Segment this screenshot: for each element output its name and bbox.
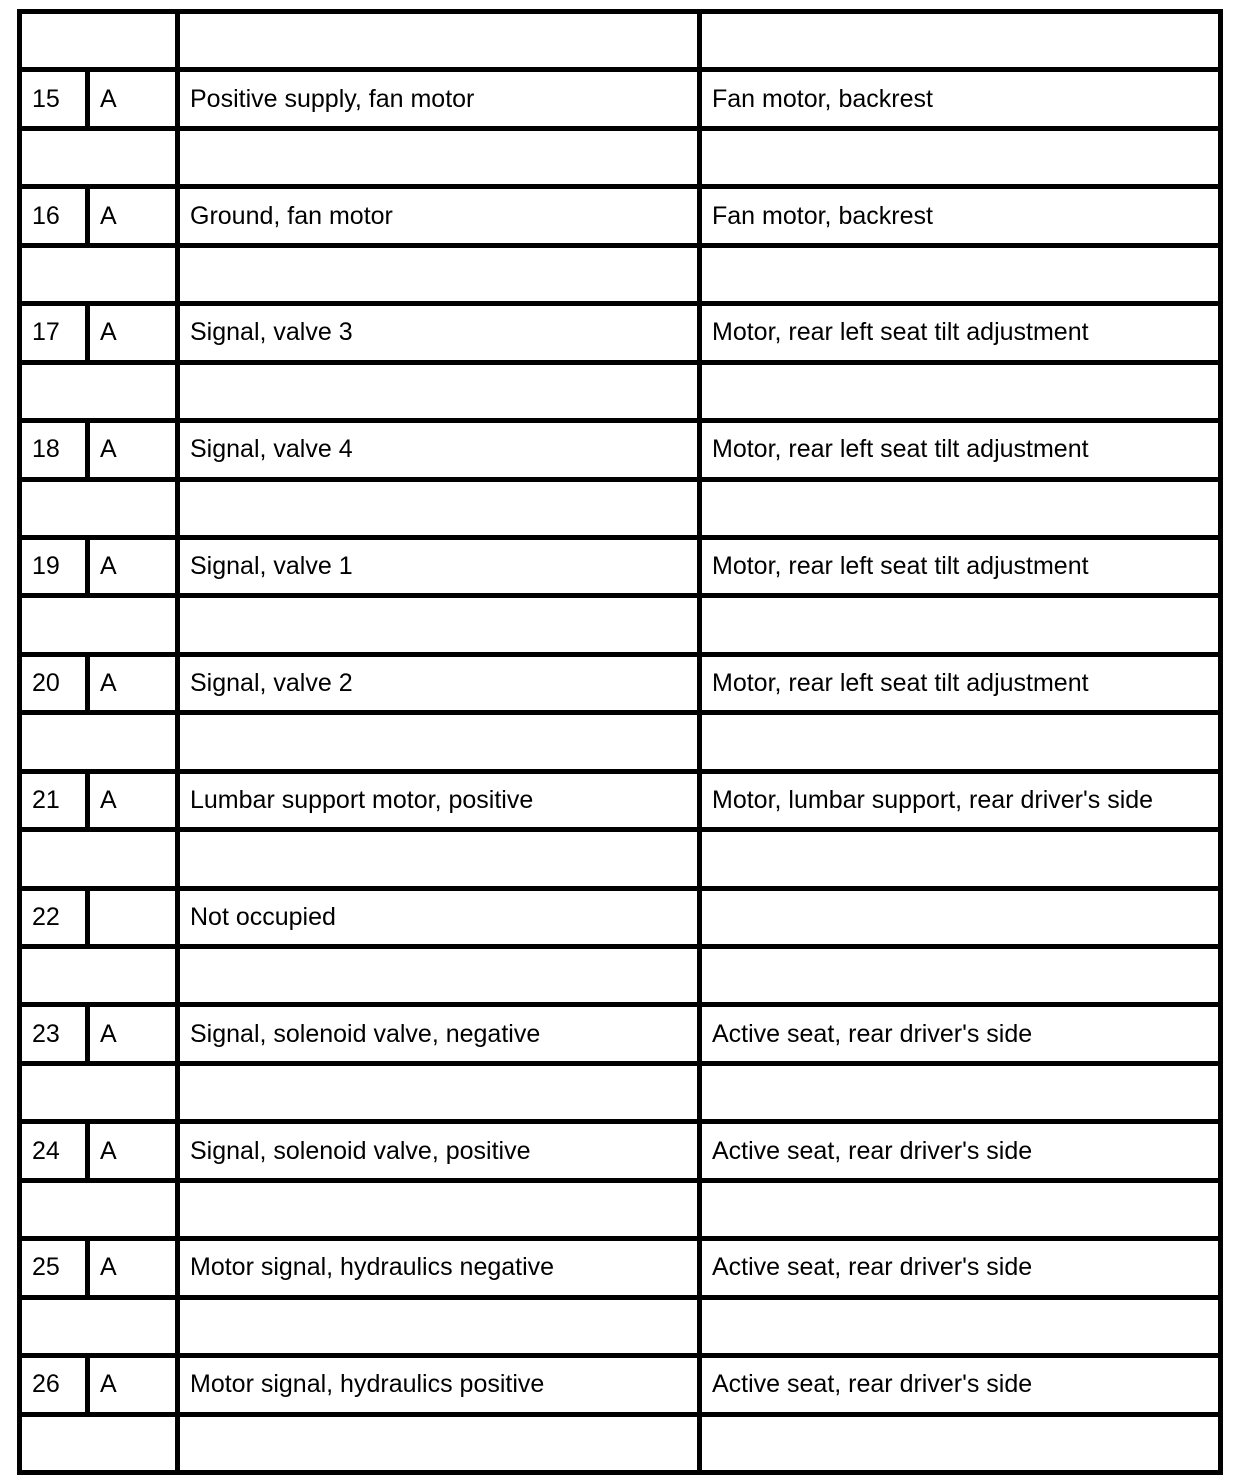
component-cell: Active seat, rear driver's side	[700, 1239, 1221, 1297]
spacer-cell	[20, 947, 178, 1005]
pin-number-cell: 22	[20, 888, 88, 946]
spacer-row	[20, 1180, 1221, 1238]
spacer-cell	[178, 1180, 700, 1238]
spacer-row	[20, 1063, 1221, 1121]
signal-description-cell: Not occupied	[178, 888, 700, 946]
wire-type-cell: A	[88, 421, 178, 479]
wire-type-cell: A	[88, 187, 178, 245]
pin-row	[20, 771, 1221, 829]
spacer-cell	[20, 1414, 178, 1473]
spacer-cell	[20, 1297, 178, 1355]
spacer-row	[20, 596, 1221, 654]
spacer-cell	[700, 479, 1221, 537]
spacer-cell	[700, 362, 1221, 420]
wire-type-cell: A	[88, 537, 178, 595]
signal-description-cell: Ground, fan motor	[178, 187, 700, 245]
spacer-cell	[178, 245, 700, 303]
spacer-cell	[178, 947, 700, 1005]
wire-type-cell	[88, 888, 178, 946]
signal-description-cell: Positive supply, fan motor	[178, 70, 700, 128]
spacer-row	[20, 1414, 1221, 1473]
spacer-row	[20, 12, 1221, 70]
pin-row	[20, 537, 1221, 595]
spacer-cell	[700, 1414, 1221, 1473]
signal-description-cell: Motor signal, hydraulics negative	[178, 1239, 700, 1297]
spacer-row	[20, 362, 1221, 420]
pin-number-cell: 21	[20, 771, 88, 829]
spacer-cell	[700, 596, 1221, 654]
wire-type-cell: A	[88, 1122, 178, 1180]
wire-type-cell: A	[88, 304, 178, 362]
pin-number-cell: 17	[20, 304, 88, 362]
component-cell: Motor, rear left seat tilt adjustment	[700, 654, 1221, 712]
spacer-cell	[20, 596, 178, 654]
pin-table-body	[20, 12, 1221, 1473]
signal-description-cell: Signal, valve 3	[178, 304, 700, 362]
spacer-cell	[178, 713, 700, 771]
spacer-cell	[700, 1297, 1221, 1355]
wire-type-cell: A	[88, 1239, 178, 1297]
spacer-cell	[700, 12, 1221, 70]
pin-row	[20, 1239, 1221, 1297]
wire-type-cell: A	[88, 1005, 178, 1063]
spacer-cell	[700, 947, 1221, 1005]
pin-row	[20, 1122, 1221, 1180]
pin-row	[20, 70, 1221, 128]
pin-number-cell: 23	[20, 1005, 88, 1063]
component-cell: Active seat, rear driver's side	[700, 1122, 1221, 1180]
component-cell: Active seat, rear driver's side	[700, 1005, 1221, 1063]
signal-description-cell: Signal, valve 2	[178, 654, 700, 712]
pin-number-cell: 19	[20, 537, 88, 595]
spacer-cell	[700, 1180, 1221, 1238]
spacer-cell	[20, 362, 178, 420]
signal-description-cell: Motor signal, hydraulics positive	[178, 1356, 700, 1414]
spacer-cell	[700, 128, 1221, 186]
signal-description-cell: Signal, valve 4	[178, 421, 700, 479]
component-cell: Active seat, rear driver's side	[700, 1356, 1221, 1414]
spacer-cell	[178, 596, 700, 654]
component-cell: Fan motor, backrest	[700, 187, 1221, 245]
component-cell: Fan motor, backrest	[700, 70, 1221, 128]
pin-row	[20, 187, 1221, 245]
component-cell	[700, 888, 1221, 946]
spacer-cell	[700, 1063, 1221, 1121]
spacer-cell	[700, 830, 1221, 888]
spacer-row	[20, 830, 1221, 888]
spacer-row	[20, 1297, 1221, 1355]
spacer-cell	[178, 1297, 700, 1355]
pin-row	[20, 1356, 1221, 1414]
component-cell: Motor, rear left seat tilt adjustment	[700, 421, 1221, 479]
spacer-cell	[20, 1180, 178, 1238]
pin-number-cell: 25	[20, 1239, 88, 1297]
signal-description-cell: Signal, solenoid valve, negative	[178, 1005, 700, 1063]
spacer-cell	[178, 362, 700, 420]
component-cell: Motor, rear left seat tilt adjustment	[700, 537, 1221, 595]
pin-row	[20, 654, 1221, 712]
pin-number-cell: 15	[20, 70, 88, 128]
wire-type-cell: A	[88, 771, 178, 829]
connector-pin-table	[17, 9, 1223, 1475]
spacer-row	[20, 245, 1221, 303]
spacer-cell	[178, 479, 700, 537]
spacer-cell	[20, 713, 178, 771]
pin-row	[20, 1005, 1221, 1063]
spacer-row	[20, 713, 1221, 771]
component-cell: Motor, lumbar support, rear driver's side	[700, 771, 1221, 829]
signal-description-cell: Signal, valve 1	[178, 537, 700, 595]
pin-number-cell: 16	[20, 187, 88, 245]
spacer-cell	[178, 1414, 700, 1473]
spacer-cell	[178, 830, 700, 888]
spacer-cell	[178, 1063, 700, 1121]
signal-description-cell: Signal, solenoid valve, positive	[178, 1122, 700, 1180]
wire-type-cell: A	[88, 70, 178, 128]
spacer-cell	[20, 12, 178, 70]
pin-row	[20, 888, 1221, 946]
pin-number-cell: 24	[20, 1122, 88, 1180]
spacer-cell	[20, 830, 178, 888]
spacer-cell	[700, 713, 1221, 771]
wire-type-cell: A	[88, 654, 178, 712]
component-cell: Motor, rear left seat tilt adjustment	[700, 304, 1221, 362]
spacer-cell	[700, 245, 1221, 303]
pin-number-cell: 26	[20, 1356, 88, 1414]
spacer-cell	[20, 1063, 178, 1121]
wire-type-cell: A	[88, 1356, 178, 1414]
pin-number-cell: 18	[20, 421, 88, 479]
pin-number-cell: 20	[20, 654, 88, 712]
spacer-cell	[20, 245, 178, 303]
spacer-row	[20, 128, 1221, 186]
pin-row	[20, 421, 1221, 479]
signal-description-cell: Lumbar support motor, positive	[178, 771, 700, 829]
spacer-cell	[178, 12, 700, 70]
spacer-cell	[178, 128, 700, 186]
spacer-cell	[20, 479, 178, 537]
spacer-cell	[20, 128, 178, 186]
spacer-row	[20, 947, 1221, 1005]
spacer-row	[20, 479, 1221, 537]
pin-row	[20, 304, 1221, 362]
